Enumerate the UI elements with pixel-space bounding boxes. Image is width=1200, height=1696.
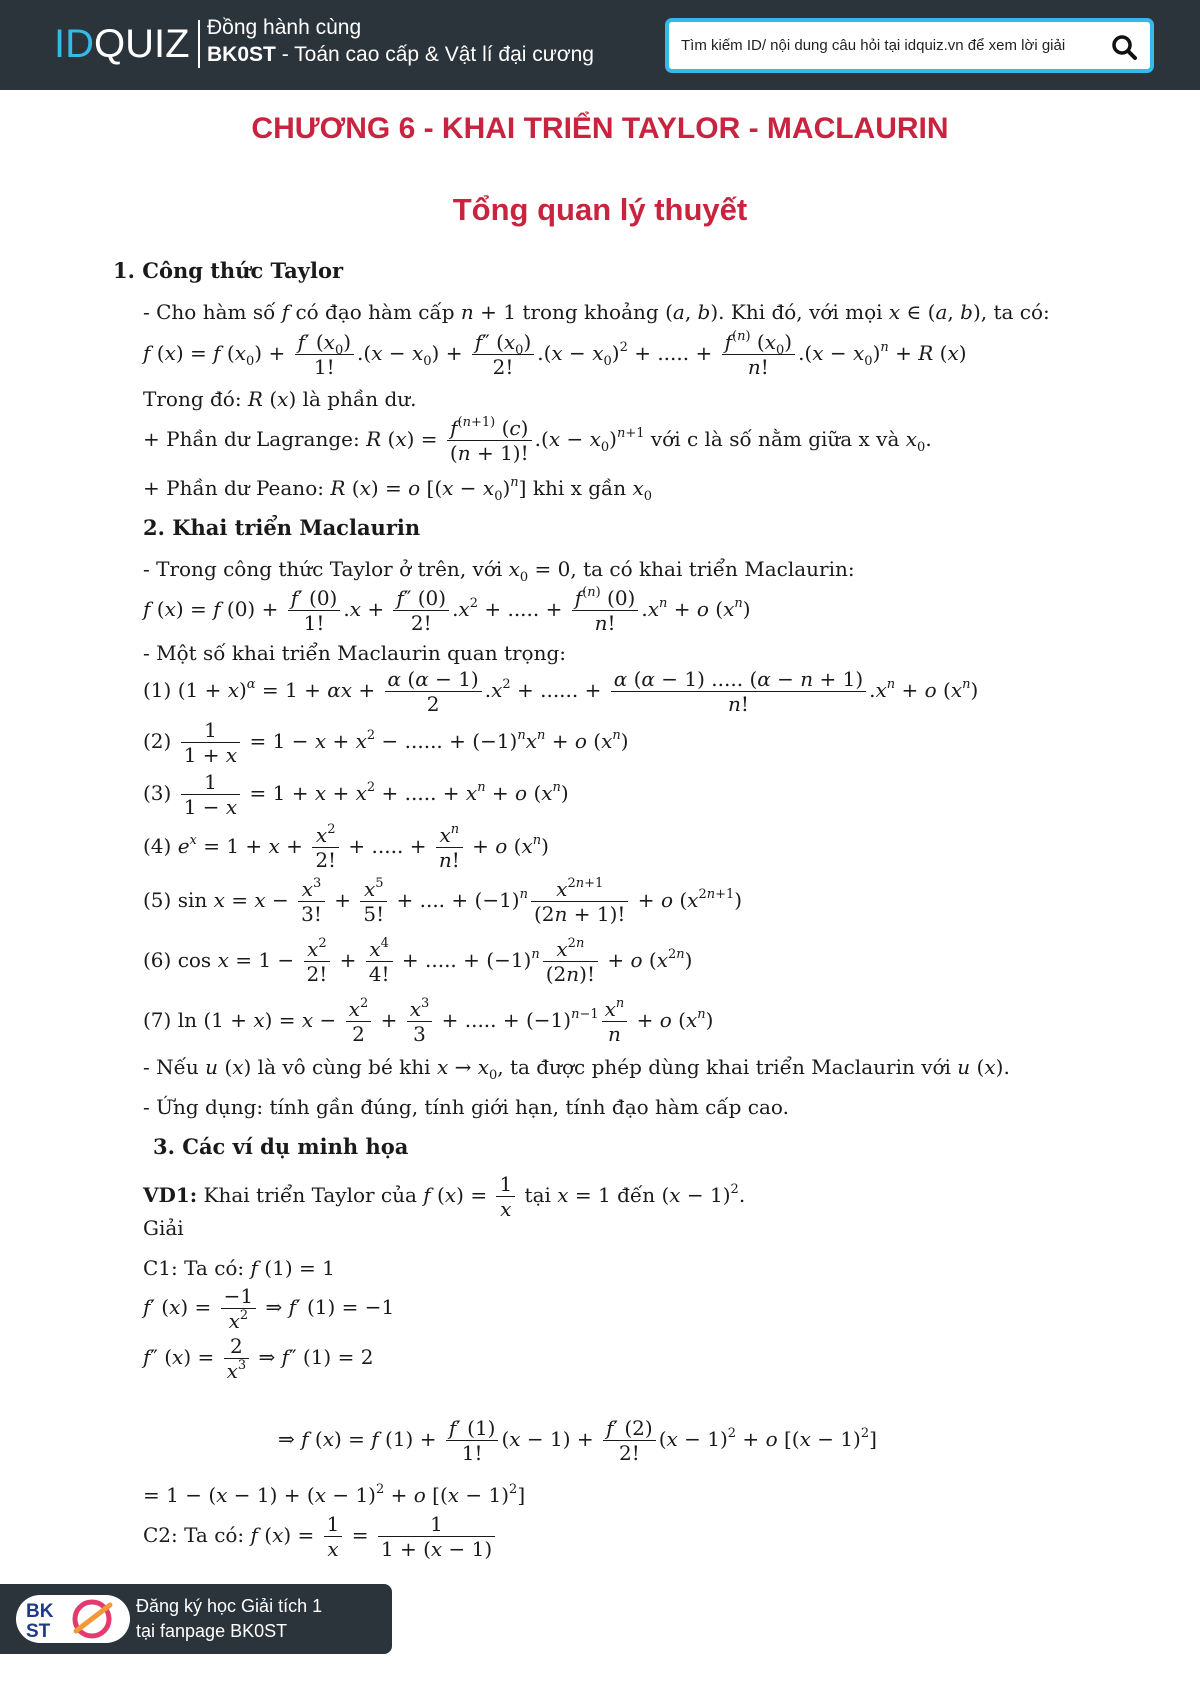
remainder-definition: Trong đó: R (x) là phần dư.: [143, 387, 417, 411]
taylor-formula: f (x) = f $(x_0)$ + $\frac{f' (x_0)}{1!}$ $.(x - x_0)$ + $\frac{f'' (x_0)}{2!}$ $.(x - x_0)^2$ + ..... + $\frac{f^{(n)} (x_0)}{n!}$ $.(x - x_0)^n + R$ (x): [143, 329, 967, 379]
search-placeholder[interactable]: Tìm kiếm ID/ nội dung câu hỏi tại idquiz.vn để xem lời giải: [681, 37, 1066, 54]
lagrange-remainder: + Phần dư Lagrange: R (x) = $\frac{f^{(n+1)} (c)}{(n + 1)!}$ $.(x - x_0)^{n+1}$ với c là số nằm giữa x và $x_0$.: [143, 415, 932, 465]
expansion-6: (6) cos x = 1 − $\frac{x^2}{2!}$ + $\frac{x^4}{4!}$ + ..... + $(-1)^n$ $\frac{x^{2n}}{(2n)!}$ + o $(x^{2n})$: [143, 936, 693, 986]
expansion-5: (5) sin x = x − $\frac{x^3}{3!}$ + $\frac{x^5}{5!}$ + .... + $(-1)^n$ $\frac{x^{2n+1}}{(2n + 1)!}$ + o $(x^{2n+1})$: [143, 876, 743, 926]
expansion-2: (2) $\frac{1}{1 + x}$ = $1 - x + x^2$ − ...... + $(-1)^nx^n + o$ $(x^n)$: [143, 718, 629, 767]
infinitesimal-note: - Nếu u (x) là vô cùng bé khi $x \to x_0$, ta được phép dùng khai triển Maclaurin với u (x).: [143, 1055, 1010, 1083]
footer-line-1[interactable]: Đăng ký học Giải tích 1: [136, 1596, 323, 1616]
expansion-4: (4) $e^x = 1 + x$ + $\frac{x^2}{2!}$ + ..... + $\frac{x^n}{n!}$ + o $(x^n)$: [143, 822, 549, 872]
bk0st-logo: [14, 1593, 132, 1645]
section-2-heading: 2. Khai triển Maclaurin: [143, 515, 421, 540]
c1-second-derivative: f″ (x) = $\frac{2}{x^3}$ ⇒ f″ (1) = 2: [143, 1334, 374, 1383]
example-1-statement: VD1: Khai triển Taylor của f (x) = $\frac{1}{x}$ tại x = 1 đến $(x - 1)^2$.: [143, 1172, 746, 1221]
expansion-7: (7) ln (1 + x) = x − $\frac{x^2}{2}$ + $\frac{x^3}{3}$ + ..... + $(-1)^{n-1}$ $\frac{x^n}{n}$ + o $(x^n)$: [143, 996, 714, 1046]
c1-value: C1: Ta có: f (1) = 1: [143, 1256, 335, 1280]
search-icon[interactable]: [1110, 33, 1138, 61]
section-1-heading: 1. Công thức Taylor: [113, 258, 344, 283]
logo-st-text: ST: [26, 1621, 51, 1642]
c1-first-derivative: f′ (x) = $\frac{-1}{x^2}$ ⇒ f′ (1) = −1: [143, 1284, 395, 1333]
application-note: - Ứng dụng: tính gần đúng, tính giới hạn, tính đạo hàm cấp cao.: [143, 1095, 789, 1119]
peano-remainder: + Phần dư Peano: R (x) = o $[(x - x_0)^n]$ khi x gần $x_0$: [143, 475, 653, 504]
c2-start: C2: Ta có: f (x) = $\frac{1}{x}$ = $\frac{1}{1 + (x - 1)}$: [143, 1512, 498, 1561]
logo-divider: [198, 20, 200, 68]
solution-label: Giải: [143, 1216, 184, 1240]
tagline-line-1: Đồng hành cùng: [207, 16, 362, 39]
c1-taylor-result: ⇒ f (x) = f (1) + $\frac{f' (1)}{1!}$ (x − 1) + $\frac{f' (2)}{2!}$ $(x - 1)^2 + o$ $[(x - 1)^2]$: [278, 1416, 877, 1465]
section-3-heading: 3. Các ví dụ minh họa: [153, 1134, 409, 1159]
c1-final: = $1 - (x - 1) + (x - 1)^2 + o$ $[(x - 1)^2]$: [143, 1482, 526, 1507]
tagline-line-2: BK0ST - Toán cao cấp & Vật lí đại cương: [207, 43, 594, 66]
footer-line-2[interactable]: tại fanpage BK0ST: [136, 1621, 288, 1641]
maclaurin-formula: f (x) = f (0) + $\frac{f' (0)}{1!}$ .x + $\frac{f'' (0)}{2!}$ $.x^2$ + ..... + $\frac{f^{(n)} (0)}{n!}$ $.x^n + o$ $(x^n)$: [143, 585, 751, 635]
footer-banner[interactable]: [0, 1584, 392, 1654]
expansion-1: (1) $(1 + x)^\alpha = 1 + \alpha x$ + $\frac{\alpha (\alpha - 1)}{2}$ $.x^2$ + ...... + $\frac{\alpha (\alpha - 1) ..... (\alpha - n + 1)}{n!}$ $.x^n + o$ $(x^n)$: [143, 667, 979, 716]
logo-bk-text: BK: [26, 1601, 54, 1622]
chapter-title: CHƯƠNG 6 - KHAI TRIỂN TAYLOR - MACLAURIN: [251, 112, 949, 145]
maclaurin-intro: - Trong công thức Taylor ở trên, với $x_0 = 0$, ta có khai triển Maclaurin:: [143, 557, 855, 585]
idquiz-logo[interactable]: IDQUIZ: [54, 22, 190, 66]
header-bar: [0, 0, 1200, 90]
important-expansions-label: - Một số khai triển Maclaurin quan trọng:: [143, 641, 567, 665]
expansion-3: (3) $\frac{1}{1 - x}$ = $1 + x + x^2$ + ..... + $x^n + o$ $(x^n)$: [143, 770, 569, 819]
overview-title: Tổng quan lý thuyết: [452, 192, 748, 227]
taylor-intro: - Cho hàm số f có đạo hàm cấp n + 1 trong khoảng (a, b). Khi đó, với mọi x ∈ (a, b), ta có:: [143, 300, 1050, 324]
search-box[interactable]: [665, 18, 1154, 73]
